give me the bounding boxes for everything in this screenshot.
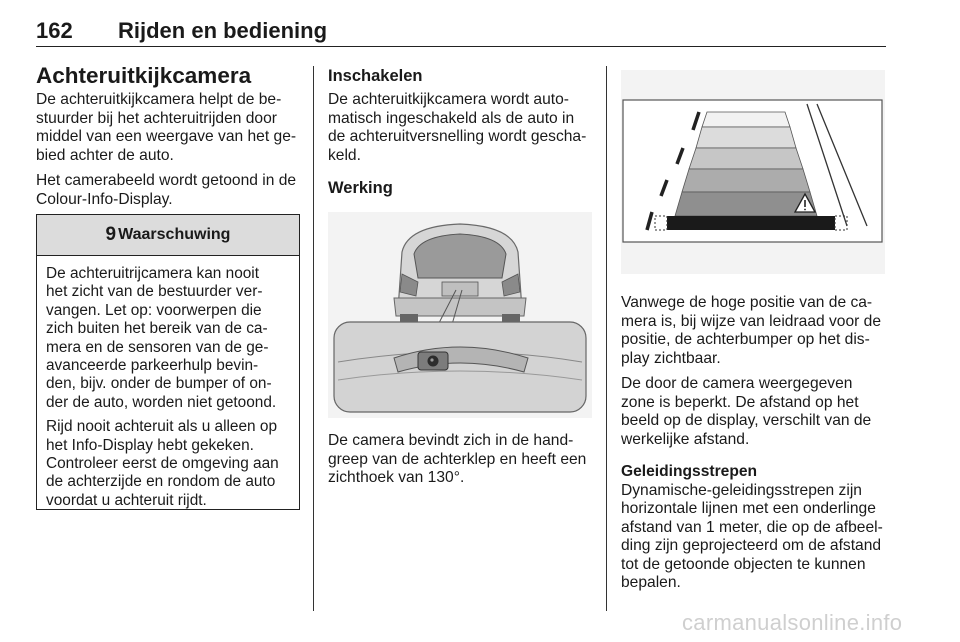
warning-body (37, 256, 299, 510)
section-title: Achteruitkijkcamera (36, 63, 252, 88)
chapter-title: Rijden en bediening (118, 18, 328, 43)
right-paragraph-1: Vanwege de hoge positie van de ca- mera is, bij wijze van leidraad voor de positie, de achterbumper op het dis- play zichtbaar. (621, 294, 882, 367)
camera-display-illustration (621, 70, 885, 274)
heading-geleidingsstrepen: Geleidingsstrepen (621, 463, 758, 480)
intro-paragraph-2: Het camerabeeld wordt getoond in de Colour-Info-Display. (36, 172, 297, 208)
heading-werking: Werking (328, 179, 393, 197)
page-header (36, 14, 886, 47)
inschakelen-paragraph: De achteruitkijkcamera wordt auto- matisch ingeschakeld als de auto in de achteruitversnelling wordt gescha- keld. (328, 91, 587, 164)
watermark: carmanualsonline.info (682, 610, 903, 635)
column-divider (313, 66, 314, 611)
page-number: 162 (36, 18, 73, 43)
middle-column (328, 66, 598, 210)
right-paragraph-3: Dynamische-geleidingsstrepen zijn horizontale lijnen met een onderlinge afstand van 1 meter, die op de afbeel- ding zijn geprojecteerd om de afstand tot de getoonde objecten te kunnen bepalen. (621, 481, 883, 591)
warning-header (37, 215, 299, 256)
camera-location-illustration (328, 212, 592, 418)
intro-paragraph-1: De achteruitkijkcamera helpt de be- stuurder bij het achteruitrijden door middel van een weergave van het ge- bied achter de auto. (36, 91, 297, 164)
warning-triangle-icon: 9 (105, 224, 117, 245)
warning-title: Waarschuwing (118, 226, 231, 243)
heading-inschakelen: Inschakelen (328, 67, 423, 85)
camera-caption: De camera bevindt zich in de hand- greep van de achterklep en heeft een zichthoek van 130°. (328, 432, 587, 486)
warning-paragraph-1: De achteruitrijcamera kan nooit het zicht van de bestuurder ver- vangen. Let op: voorwerpen die zich buiten het bereik van de ca- mera en de sensoren van de ge- avanceerde parkeerhulp bevin- den, bijv. onder de bumper of on- der de auto, worden niet getoond. (46, 265, 277, 411)
right-column (621, 294, 891, 600)
warning-box (36, 214, 300, 510)
right-paragraph-2: De door de camera weergegeven zone is beperkt. De afstand op het beeld op de display, verschilt van de werkelijke afstand. (621, 375, 872, 448)
warning-paragraph-2: Rijd nooit achteruit als u alleen op het Info-Display hebt gekeken. Controleer eerst de omgeving aan de achterzijde en rondom de auto voordat u achteruit rijdt. (46, 418, 279, 509)
column-divider (606, 66, 607, 611)
left-column (36, 64, 302, 216)
